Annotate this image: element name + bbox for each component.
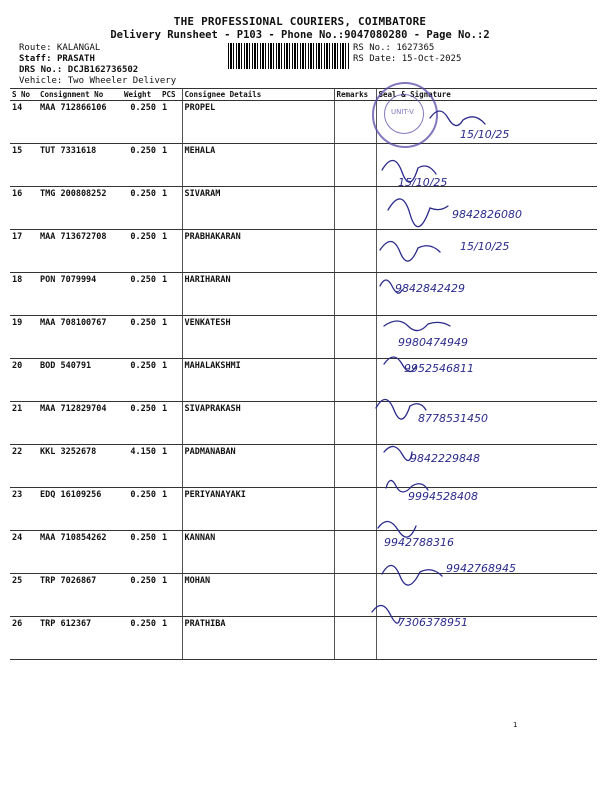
row-weight: 0.250 <box>122 316 160 359</box>
row-weight: 0.250 <box>122 144 160 187</box>
vehicle-label: Vehicle: Two Wheeler Delivery <box>19 76 177 86</box>
row-remarks <box>334 316 376 359</box>
row-consignment-no: MAA 712866106 <box>38 101 122 144</box>
row-consignment-no: MAA 710854262 <box>38 531 122 574</box>
row-consignee: MOHAN <box>182 574 334 617</box>
handwritten-note: 9980474949 <box>398 336 468 349</box>
company-stamp <box>372 82 438 148</box>
row-sno: 19 <box>10 316 38 359</box>
handwritten-note: 9842842429 <box>395 282 465 295</box>
row-pcs: 1 <box>160 273 182 316</box>
handwritten-note: 9842826080 <box>452 208 522 221</box>
table-row <box>10 445 597 488</box>
row-weight: 0.250 <box>122 273 160 316</box>
table-row <box>10 574 597 617</box>
row-sno: 18 <box>10 273 38 316</box>
row-signature <box>376 617 597 660</box>
row-pcs: 1 <box>160 617 182 660</box>
row-signature <box>376 359 597 402</box>
handwritten-note: 9942768945 <box>446 562 516 575</box>
table-row <box>10 273 597 316</box>
handwritten-note: 15/10/25 <box>460 128 510 141</box>
row-consignee: PROPEL <box>182 101 334 144</box>
route-label: Route: KALANGAL <box>19 43 101 53</box>
table-row <box>10 101 597 144</box>
stamp-text: UNIT-V <box>391 108 414 116</box>
row-signature <box>376 445 597 488</box>
handwritten-note: 8778531450 <box>418 412 488 425</box>
row-consignment-no: MAA 712829704 <box>38 402 122 445</box>
row-weight: 0.250 <box>122 359 160 402</box>
row-weight: 0.250 <box>122 574 160 617</box>
row-weight: 0.250 <box>122 101 160 144</box>
row-pcs: 1 <box>160 230 182 273</box>
handwritten-note: 9942788316 <box>384 536 454 549</box>
row-sno: 20 <box>10 359 38 402</box>
row-consignment-no: TMG 200808252 <box>38 187 122 230</box>
row-sno: 14 <box>10 101 38 144</box>
row-consignment-no: MAA 708100767 <box>38 316 122 359</box>
row-signature <box>376 402 597 445</box>
row-consignee: PERIYANAYAKI <box>182 488 334 531</box>
row-sno: 26 <box>10 617 38 660</box>
row-remarks <box>334 359 376 402</box>
staff-label: Staff: <box>19 54 52 64</box>
handwritten-note: 15/10/25 <box>398 176 448 189</box>
row-weight: 0.250 <box>122 531 160 574</box>
row-consignment-no: EDQ 16109256 <box>38 488 122 531</box>
row-signature <box>376 488 597 531</box>
col-consignee: Consignee Details <box>182 89 334 101</box>
table-row <box>10 531 597 574</box>
row-sno: 24 <box>10 531 38 574</box>
drs-line <box>19 65 138 76</box>
row-sno: 17 <box>10 230 38 273</box>
row-consignee: VENKATESH <box>182 316 334 359</box>
row-weight: 0.250 <box>122 402 160 445</box>
row-consignment-no: TUT 7331618 <box>38 144 122 187</box>
rs-number: RS No.: 1627365 <box>353 43 435 53</box>
row-weight: 0.250 <box>122 187 160 230</box>
handwritten-note: 15/10/25 <box>460 240 510 253</box>
row-signature <box>376 230 597 273</box>
row-remarks <box>334 187 376 230</box>
row-consignee: SIVAPRAKASH <box>182 402 334 445</box>
row-consignee: HARIHARAN <box>182 273 334 316</box>
row-signature <box>376 574 597 617</box>
handwritten-note: 9842229848 <box>410 452 480 465</box>
row-signature <box>376 187 597 230</box>
table-row <box>10 316 597 359</box>
row-remarks <box>334 402 376 445</box>
row-consignment-no: MAA 713672708 <box>38 230 122 273</box>
row-remarks <box>334 230 376 273</box>
staff-line <box>19 54 95 65</box>
row-weight: 0.250 <box>122 488 160 531</box>
row-pcs: 1 <box>160 574 182 617</box>
row-consignment-no: BOD 540791 <box>38 359 122 402</box>
table-row <box>10 402 597 445</box>
drs-value: DCJB162736502 <box>67 65 139 75</box>
row-consignment-no: KKL 3252678 <box>38 445 122 488</box>
row-signature <box>376 316 597 359</box>
row-pcs: 1 <box>160 488 182 531</box>
row-consignee: PADMANABAN <box>182 445 334 488</box>
staff-value: PRASATH <box>56 54 95 64</box>
row-consignee: PRABHAKARAN <box>182 230 334 273</box>
row-sno: 23 <box>10 488 38 531</box>
col-weight: Weight <box>122 89 160 101</box>
row-consignment-no: PON 7079994 <box>38 273 122 316</box>
row-remarks <box>334 273 376 316</box>
drs-label: DRS No.: <box>19 65 63 75</box>
row-remarks <box>334 617 376 660</box>
handwritten-note: 7306378951 <box>398 616 468 629</box>
col-pcs: PCS <box>160 89 182 101</box>
page-number: 1 <box>513 721 518 729</box>
barcode <box>228 43 350 69</box>
rs-date: RS Date: 15-Oct-2025 <box>353 54 462 64</box>
row-remarks <box>334 574 376 617</box>
col-consignment: Consignment No <box>38 89 122 101</box>
row-sno: 16 <box>10 187 38 230</box>
row-sno: 22 <box>10 445 38 488</box>
row-pcs: 1 <box>160 187 182 230</box>
row-sno: 25 <box>10 574 38 617</box>
table-row <box>10 230 597 273</box>
row-signature <box>376 531 597 574</box>
table-row <box>10 488 597 531</box>
row-signature <box>376 273 597 316</box>
table-row <box>10 187 597 230</box>
runsheet-table <box>10 88 597 660</box>
table-header-row <box>10 89 597 101</box>
row-consignment-no: TRP 612367 <box>38 617 122 660</box>
handwritten-note: 9994528408 <box>408 490 478 503</box>
row-pcs: 1 <box>160 316 182 359</box>
row-consignee: MEHALA <box>182 144 334 187</box>
row-pcs: 1 <box>160 531 182 574</box>
row-remarks <box>334 488 376 531</box>
row-weight: 0.250 <box>122 617 160 660</box>
row-sno: 15 <box>10 144 38 187</box>
col-seal-signature: Seal & Signature <box>376 89 597 101</box>
col-sno: S No <box>10 89 38 101</box>
row-consignee: PRATHIBA <box>182 617 334 660</box>
row-weight: 4.150 <box>122 445 160 488</box>
row-remarks <box>334 445 376 488</box>
table-row <box>10 359 597 402</box>
row-consignment-no: TRP 7026867 <box>38 574 122 617</box>
row-consignee: MAHALAKSHMI <box>182 359 334 402</box>
table-row <box>10 144 597 187</box>
row-remarks <box>334 101 376 144</box>
row-weight: 0.250 <box>122 230 160 273</box>
row-pcs: 1 <box>160 144 182 187</box>
row-pcs: 1 <box>160 359 182 402</box>
company-title: THE PROFESSIONAL COURIERS, COIMBATORE <box>173 15 427 28</box>
handwritten-note: 9952546811 <box>404 362 474 375</box>
row-pcs: 1 <box>160 402 182 445</box>
col-remarks: Remarks <box>334 89 376 101</box>
row-consignee: SIVARAM <box>182 187 334 230</box>
row-remarks <box>334 531 376 574</box>
row-pcs: 1 <box>160 101 182 144</box>
row-pcs: 1 <box>160 445 182 488</box>
row-sno: 21 <box>10 402 38 445</box>
row-consignee: KANNAN <box>182 531 334 574</box>
table-row <box>10 617 597 660</box>
row-remarks <box>334 144 376 187</box>
row-signature <box>376 144 597 187</box>
runsheet-subtitle: Delivery Runsheet - P103 - Phone No.:9047080280 - Page No.:2 <box>110 29 490 41</box>
